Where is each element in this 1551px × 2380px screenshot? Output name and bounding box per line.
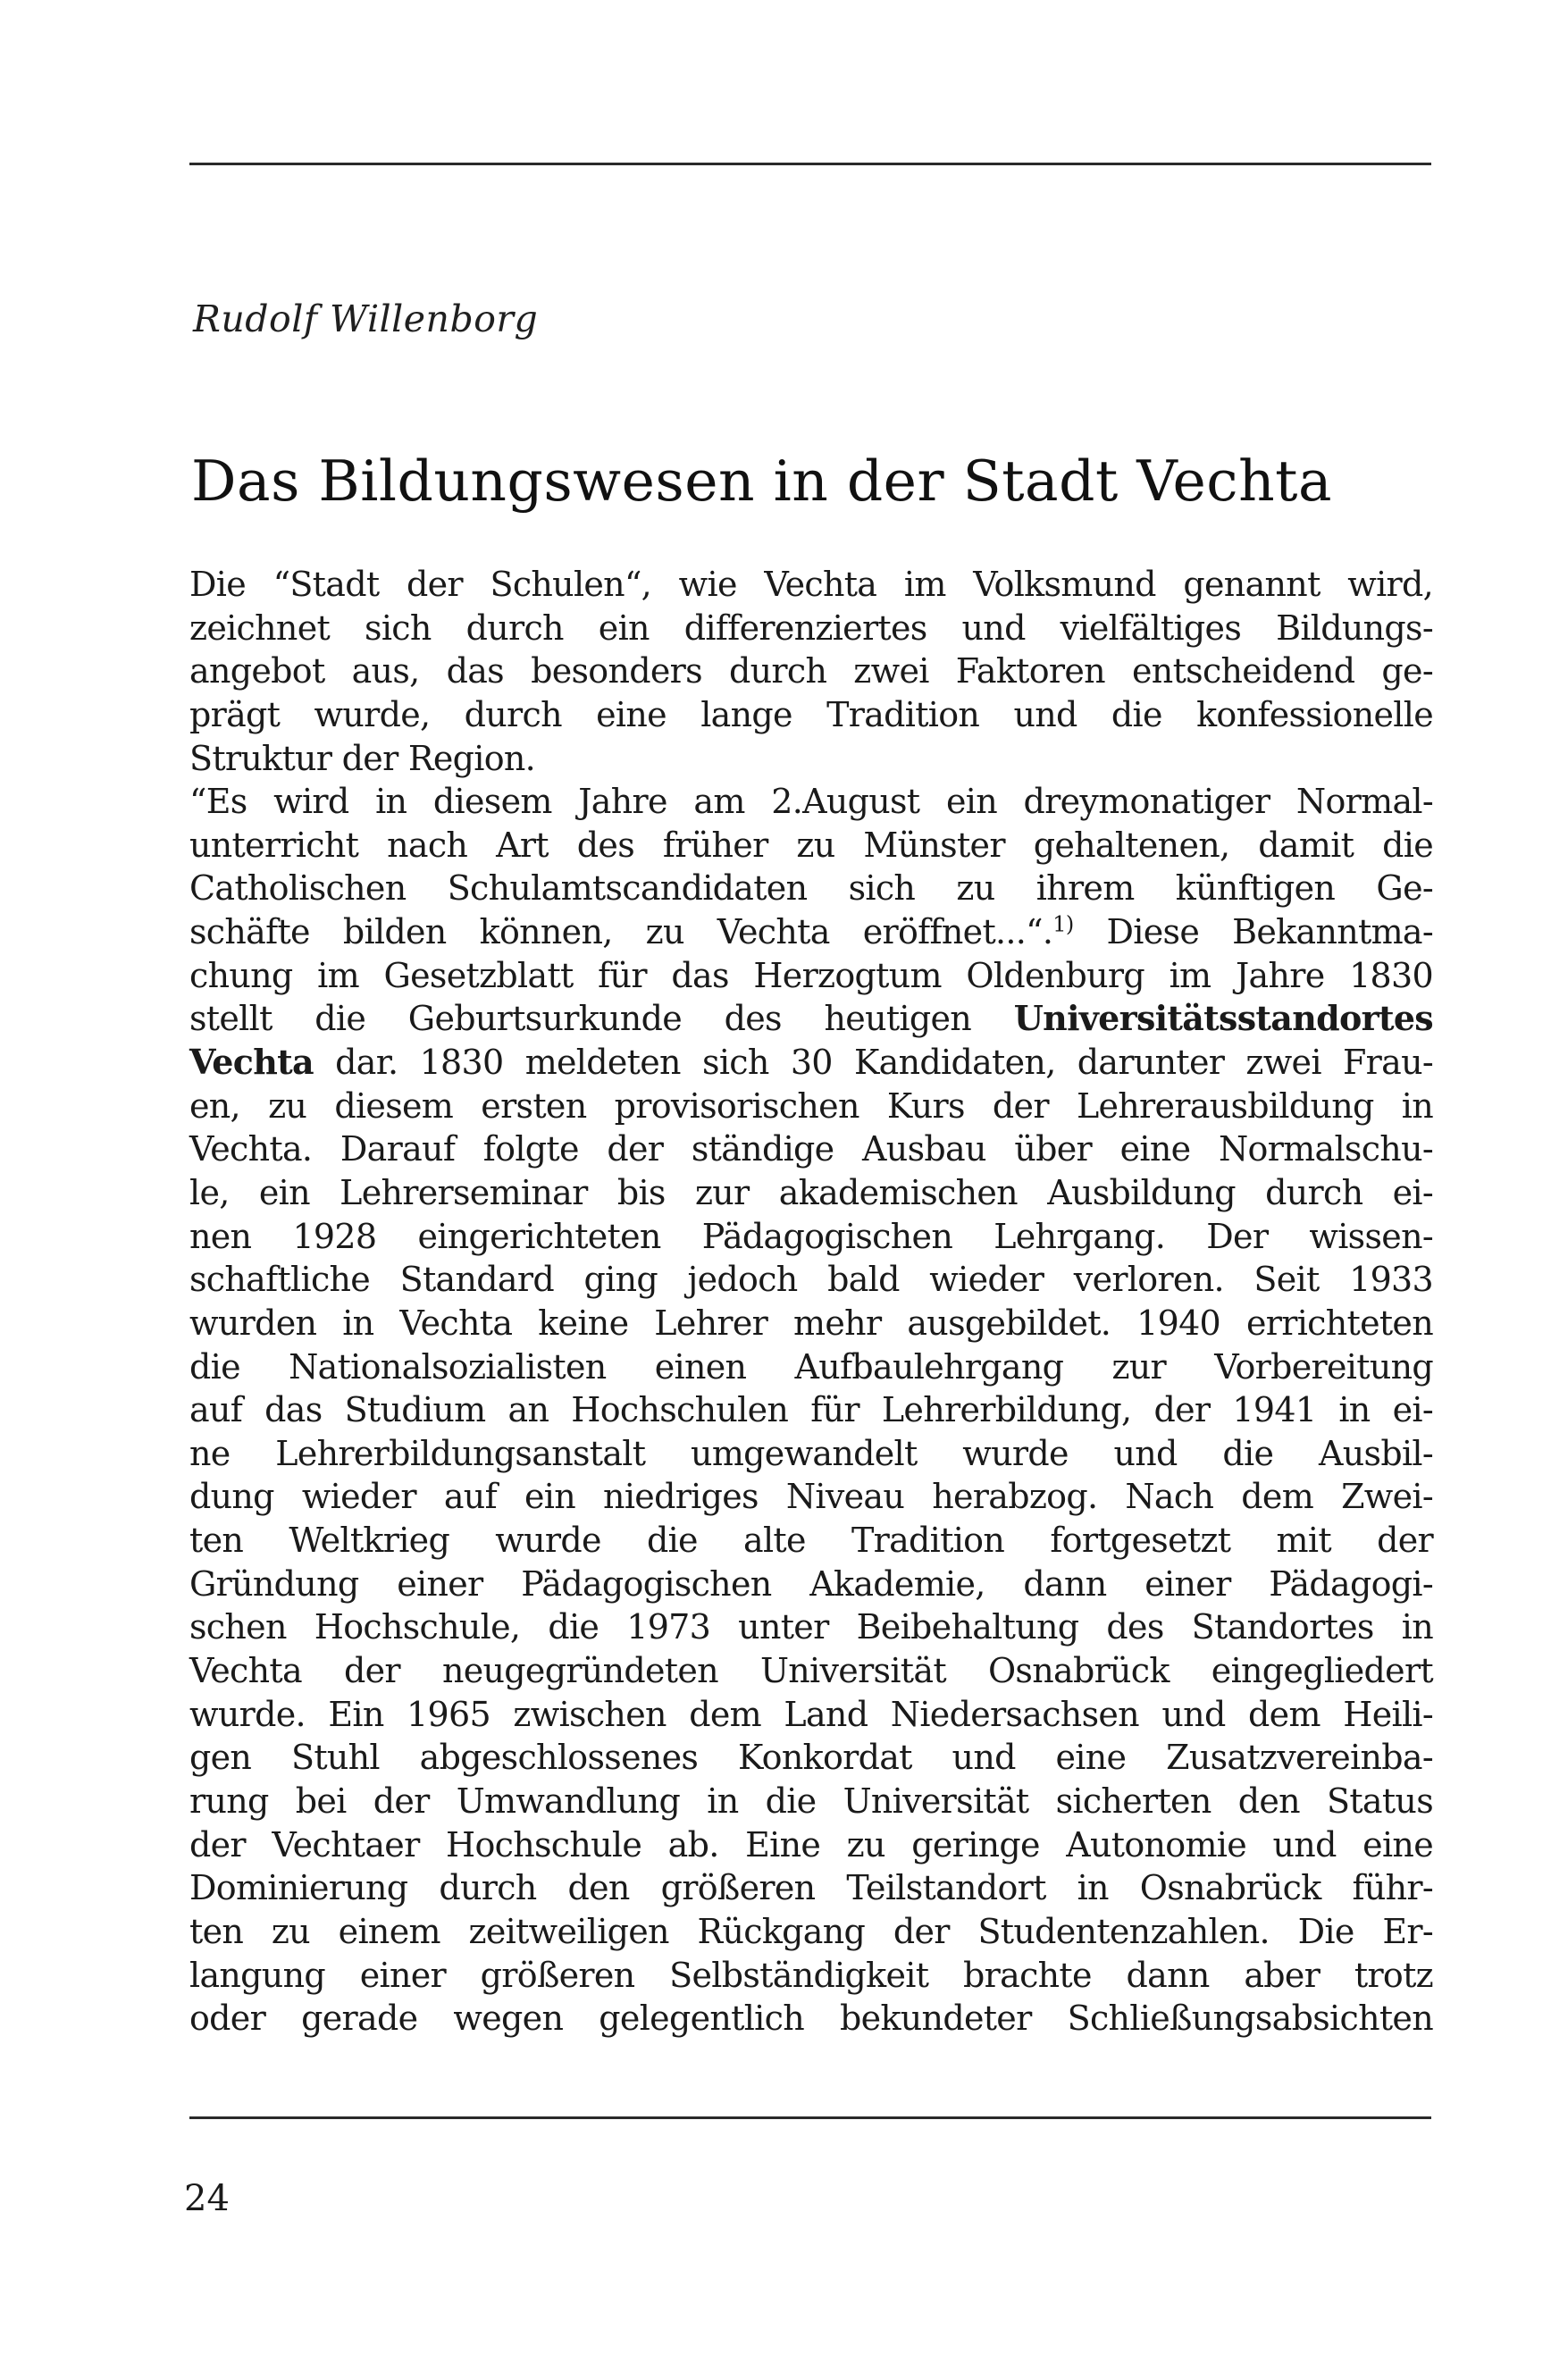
text-line <box>189 997 1433 1041</box>
text-line: Struktur der Region. <box>189 738 536 778</box>
text-line: Gründung einer Pädagogischen Akademie, dann einer Pädagogi- <box>189 1563 1433 1604</box>
text-line-part: dar. 1830 meldeten sich 30 Kandidaten, darunter zwei Frau- <box>313 1043 1433 1083</box>
text-line: zeichnet sich durch ein differenziertes und vielfältiges Bildungs- <box>189 608 1433 648</box>
text-line: chung im Gesetzblatt für das Herzogtum Oldenburg im Jahre 1830 <box>189 955 1433 995</box>
text-line: le, ein Lehrerseminar bis zur akademischen Ausbildung durch ei- <box>189 1172 1433 1212</box>
page-number: 24 <box>184 2178 230 2219</box>
text-line <box>189 910 1433 954</box>
text-line: “Es wird in diesem Jahre am 2.August ein dreymonatiger Normal- <box>189 782 1433 822</box>
text-line: Dominierung durch den größeren Teilstandort in Osnabrück führ- <box>189 1868 1433 1908</box>
text-line: dung wieder auf ein niedriges Niveau herabzog. Nach dem Zwei- <box>189 1477 1433 1517</box>
text-line: Die “Stadt der Schulen“, wie Vechta im Volksmund genannt wird, <box>189 565 1433 604</box>
text-line: angebot aus, das besonders durch zwei Faktoren entscheidend ge- <box>189 651 1433 691</box>
bold-term: Vechta <box>189 1042 314 1083</box>
text-line: prägt wurde, durch eine lange Tradition und die konfessionelle <box>189 694 1433 734</box>
text-line: auf das Studium an Hochschulen für Lehrerbildung, der 1941 in ei- <box>189 1390 1433 1430</box>
text-line: Catholischen Schulamtscandidaten sich zu ihrem künftigen Ge- <box>189 868 1433 909</box>
body-text <box>189 563 1433 2041</box>
footnote-reference: 1) <box>1052 911 1074 937</box>
text-line: ten Weltkrieg wurde die alte Tradition fortgesetzt mit der <box>189 1521 1433 1561</box>
bold-term: Universitätsstandortes <box>1013 998 1433 1039</box>
text-line: gen Stuhl abgeschlossenes Konkordat und eine Zusatzvereinba- <box>189 1738 1433 1778</box>
text-line: Vechta der neugegründeten Universität Osnabrück eingegliedert <box>189 1651 1433 1691</box>
text-line: wurde. Ein 1965 zwischen dem Land Niedersachsen und dem Heili- <box>189 1694 1433 1734</box>
text-line: en, zu diesem ersten provisorischen Kurs der Lehrerausbildung in <box>189 1085 1433 1126</box>
top-rule <box>189 163 1431 165</box>
text-line: ne Lehrerbildungsanstalt umgewandelt wurde und die Ausbil- <box>189 1433 1433 1473</box>
text-line: rung bei der Umwandlung in die Universität sicherten den Status <box>189 1781 1433 1821</box>
author-name: Rudolf Willenborg <box>193 298 539 340</box>
text-line: wurden in Vechta keine Lehrer mehr ausgebildet. 1940 errichteten <box>189 1303 1433 1343</box>
text-line: Vechta. Darauf folgte der ständige Ausbau über eine Normalschu- <box>189 1129 1433 1169</box>
text-line: oder gerade wegen gelegentlich bekundeter Schließungsabsichten <box>189 1999 1433 2039</box>
chapter-title: Das Bildungswesen in der Stadt Vechta <box>191 448 1333 514</box>
text-line-part: Diese Bekanntma- <box>1073 912 1434 952</box>
text-line: unterricht nach Art des früher zu Münster gehaltenen, damit die <box>189 825 1433 865</box>
bottom-rule <box>189 2116 1431 2119</box>
text-line: der Vechtaer Hochschule ab. Eine zu geringe Autonomie und eine <box>189 1824 1433 1865</box>
text-line: langung einer größeren Selbständigkeit brachte dann aber trotz <box>189 1955 1433 1995</box>
text-line-part: stellt die Geburtsurkunde des heutigen <box>189 999 1014 1039</box>
text-line: schaftliche Standard ging jedoch bald wieder verloren. Seit 1933 <box>189 1260 1433 1300</box>
text-line: nen 1928 eingerichteten Pädagogischen Lehrgang. Der wissen- <box>189 1216 1433 1256</box>
text-line: schen Hochschule, die 1973 unter Beibehaltung des Standortes in <box>189 1607 1433 1647</box>
text-line-part: schäfte bilden können, zu Vechta eröffnet...“. <box>189 912 1053 952</box>
text-line: ten zu einem zeitweiligen Rückgang der Studentenzahlen. Die Er- <box>189 1911 1433 1951</box>
text-line <box>189 1041 1433 1085</box>
text-line: die Nationalsozialisten einen Aufbaulehrgang zur Vorbereitung <box>189 1346 1433 1387</box>
